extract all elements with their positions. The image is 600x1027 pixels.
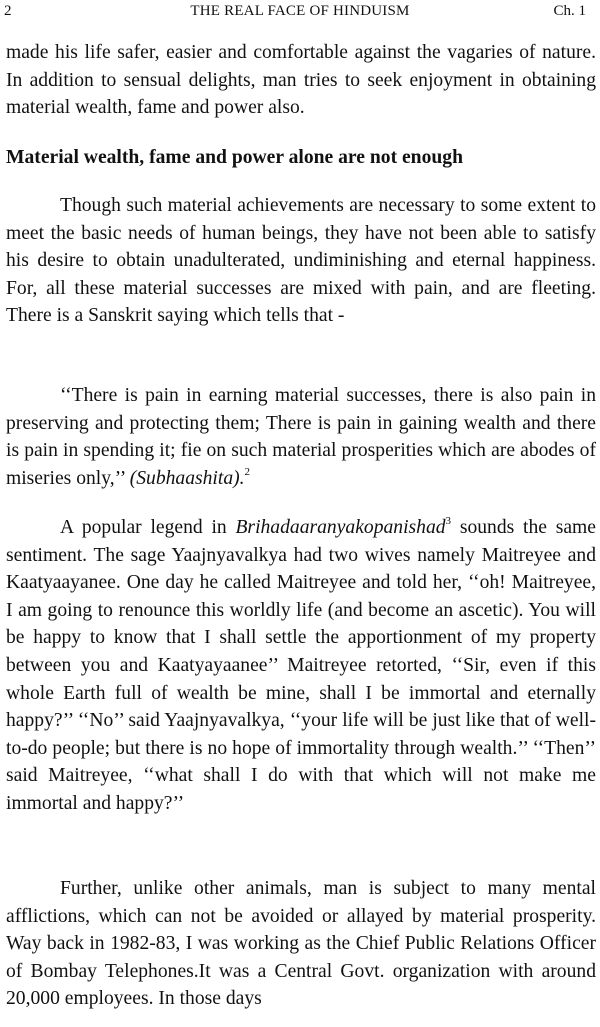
paragraph-mental-afflictions: Further, unlike other animals, man is subject to many mental afflictions, which can not be avoided or allayed by material prosperity. Way back in 1982-83, I was working as the Chief Public Relations Officer of Bombay Telephones.It was a Central Govt. organization with around 20,000 employees. In those days — [6, 878, 596, 1010]
paragraph-intro: made his life safer, easier and comfortable against the vagaries of nature. In addition to sensual delights, man tries to seek enjoyment in obtaining material wealth, fame and power also. — [6, 42, 596, 119]
quote-text: ‘‘There is pain in earning material successes, there is also pain in preserving and protecting them; There is pain in gaining wealth and there is pain in spending it; fie on such material prosperities which are abodes of miseries only,’’ — [6, 385, 596, 489]
quote-source: (Subhaashita). — [129, 467, 245, 489]
chapter-label: Ch. 1 — [553, 3, 586, 19]
section-heading: Material wealth, fame and power alone are not enough — [6, 147, 463, 168]
footnote-marker: 2 — [244, 466, 251, 479]
page-number: 2 — [4, 3, 12, 19]
footnote-marker: 3 — [445, 515, 452, 528]
legend-work-title: Brihadaaranyakopanishad — [235, 517, 446, 538]
quote-subhaashita — [6, 382, 596, 492]
paragraph-legend — [6, 514, 596, 818]
legend-lead: A popular legend in — [60, 517, 236, 538]
running-header — [0, 3, 600, 25]
paragraph-material-achievements: Though such material achievements are necessary to some extent to meet the basic needs of human beings, they have not been able to satisfy his desire to obtain unadulterated, undiminishing and eternal happiness. For, all these material successes are mixed with pain, and are fleeting. There is a Sanskrit saying which tells that - — [6, 195, 596, 327]
legend-text: sounds the same sentiment. The sage Yaajnyavalkya had two wives namely Maitreyee and Kaatyaayanee. One day he called Maitreyee and told her, ‘‘oh! Maitreyee, I am going to renounce this worldly life (and become an ascetic). You will be happy to know that I shall settle the apportionment of my property between you and Kaatyayaanee’’ Maitreyee retorted, ‘‘Sir, even if this whole Earth full of wealth be mine, shall I be immortal and eternally happy?’’ ‘‘No’’ said Yaajnyavalkya, ‘‘your life will be just like that of well-to-do people; but there is no hope of immortality through wealth.’’ ‘‘Then’’ said Maitreyee, ‘‘what shall I do with that which will not make me immortal and happy?’’ — [6, 517, 596, 814]
running-title: THE REAL FACE OF HINDUISM — [190, 3, 410, 19]
